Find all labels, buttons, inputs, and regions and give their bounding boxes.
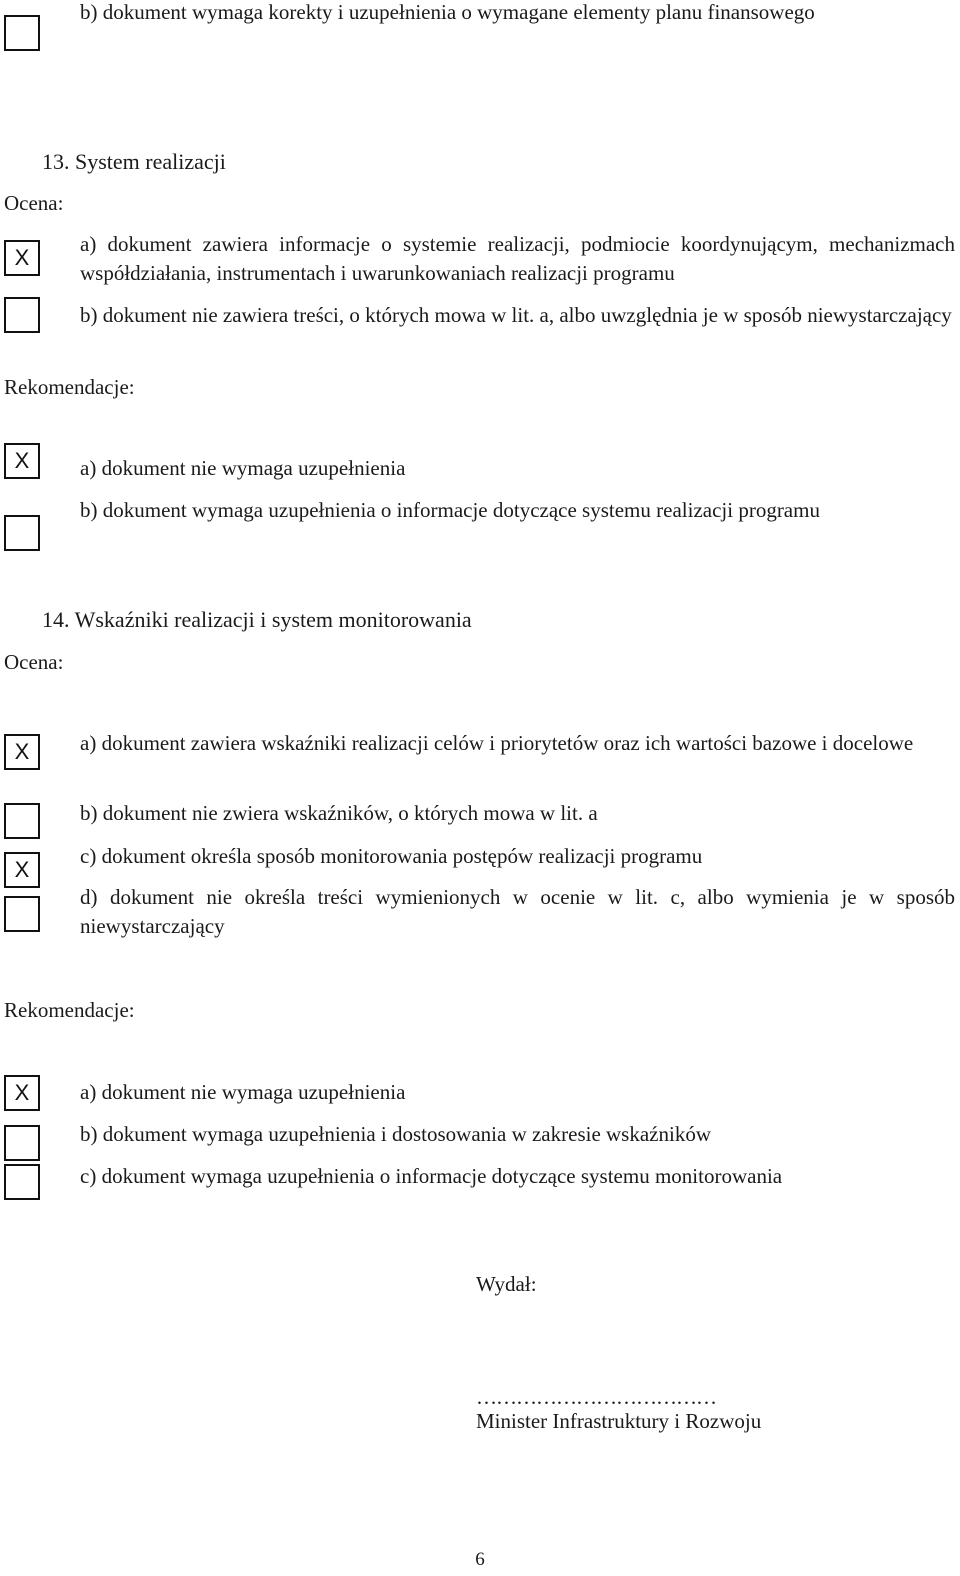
section-14-rek-label: Rekomendacje: [4,998,135,1022]
section-13-ocena-b: b) dokument nie zawiera treści, o których mowa w lit. a, albo uwzględnia je w sposób niewystarczający [80,303,952,327]
checkbox-14-rek-b[interactable] [4,1125,40,1161]
checkbox-14-ocena-c[interactable]: X [4,852,40,888]
section-13-title: 13. System realizacji [42,149,226,174]
signature-dots: ……………………………… [476,1385,716,1409]
checkbox-top-b[interactable] [4,15,40,51]
section-14-ocena-c: c) dokument określa sposób monitorowania postępów realizacji programu [80,844,703,868]
top-item-b: b) dokument wymaga korekty i uzupełnienia o wymagane elementy planu finansowego [80,0,815,24]
checkbox-14-ocena-b[interactable] [4,803,40,839]
issued-label: Wydał: [476,1272,537,1296]
checkbox-13-ocena-a[interactable]: X [4,240,40,276]
section-13-rek-a: a) dokument nie wymaga uzupełnienia [80,456,406,480]
section-13-ocena-label: Ocena: [4,191,64,215]
checkbox-14-ocena-a[interactable]: X [4,734,40,770]
page-number: 6 [475,1549,485,1570]
section-14-rek-a: a) dokument nie wymaga uzupełnienia [80,1080,406,1104]
checkbox-14-ocena-d[interactable] [4,896,40,932]
checkbox-13-rek-a[interactable]: X [4,443,40,479]
section-14-ocena-a: a) dokument zawiera wskaźniki realizacji celów i priorytetów oraz ich wartości bazowe i docelowe [80,731,914,755]
checkbox-14-rek-c[interactable] [4,1164,40,1200]
section-14-ocena-b: b) dokument nie zwiera wskaźników, o których mowa w lit. a [80,801,598,825]
checkbox-13-rek-b[interactable] [4,515,40,551]
section-13-rek-label: Rekomendacje: [4,375,135,399]
section-13-rek-b: b) dokument wymaga uzupełnienia o informacje dotyczące systemu realizacji programu [80,498,820,522]
checkbox-14-rek-a[interactable]: X [4,1075,40,1111]
checkbox-13-ocena-b[interactable] [4,297,40,333]
section-14-rek-b: b) dokument wymaga uzupełnienia i dostosowania w zakresie wskaźników [80,1122,711,1146]
section-13-ocena-a: a) dokument zawiera informacje o systemie realizacji, podmiocie koordynującym, mechanizmach współdziałania, instrumentach i uwarunkowaniach realizacji programu [80,232,955,285]
section-14-rek-c: c) dokument wymaga uzupełnienia o informacje dotyczące systemu monitorowania [80,1164,783,1188]
section-14-title: 14. Wskaźniki realizacji i system monitorowania [42,607,472,632]
signer-name: Minister Infrastruktury i Rozwoju [476,1409,762,1433]
section-14-ocena-d: d) dokument nie określa treści wymienionych w ocenie w lit. c, albo wymienia je w sposób niewystarczający [80,885,955,938]
section-14-ocena-label: Ocena: [4,650,64,674]
